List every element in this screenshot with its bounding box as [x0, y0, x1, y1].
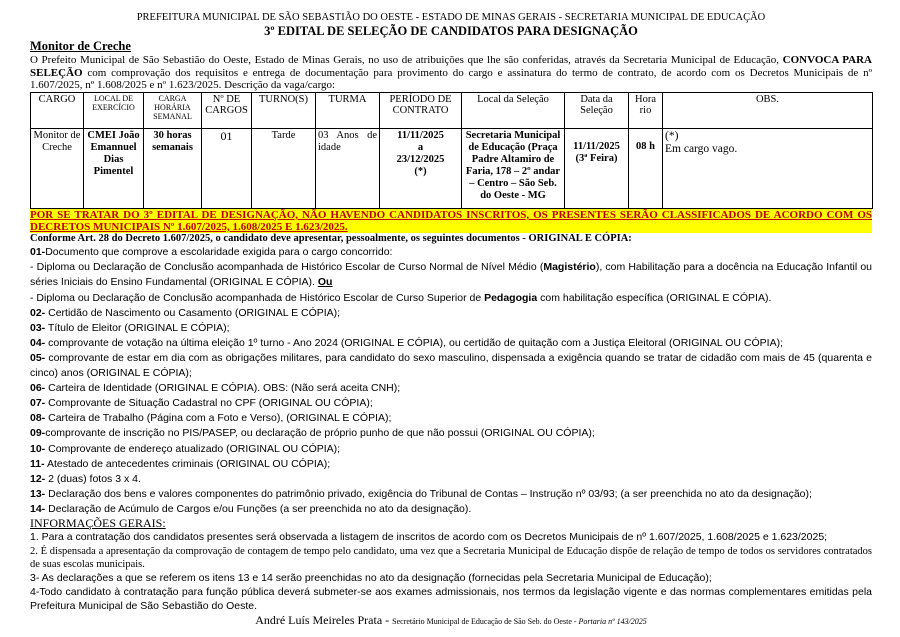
cell-cargo: Monitor de Creche	[31, 128, 84, 208]
document-item-01	[30, 245, 872, 260]
list-item	[30, 442, 872, 457]
item-text: Certidão de Nascimento ou Casamento (ORIGINAL E CÓPIA);	[45, 306, 341, 319]
highlight-notice: POR SE TRATAR DO 3º EDITAL DE DESIGNAÇÃO, NÃO HAVENDO CANDIDATOS INSCRITOS, OS PRESENTES SERÃO CLASSIFICADOS DE ACORDO COM OS DECRETOS MUNICIPAIS Nº 1.607/2025, 1.608/2025 E 1.623/2025.	[30, 208, 872, 233]
item-text: Declaração de Acúmulo de Cargos e/ou Funções (a ser preenchida no ato da designação).	[45, 502, 472, 515]
info-item-2: 2. É dispensada a apresentação da comprovação de contagem de tempo pelo candidato, uma vez que a Secretaria Municipal de Educação dispõe de relação de tempo de todos os servidores contratados de suas escolas municipais.	[30, 546, 872, 571]
cell-obs	[663, 128, 873, 208]
cell-periodo	[380, 128, 462, 208]
item-text: Comprovante de endereço atualizado (ORIGINAL OU CÓPIA);	[45, 442, 341, 455]
header-periodo: PERÍODO DE CONTRATO	[380, 92, 462, 128]
municipality-header: PREFEITURA MUNICIPAL DE SÃO SEBASTIÃO DO OESTE - ESTADO DE MINAS GERAIS - SECRETARIA MUNICIPAL DE EDUCAÇÃO	[136, 12, 766, 23]
header-turno: TURNO(S)	[252, 92, 316, 128]
list-item	[30, 381, 872, 396]
item-text: Comprovante de Situação Cadastral no CPF (ORIGINAL OU CÓPIA);	[45, 397, 373, 410]
periodo-a: a	[417, 141, 424, 153]
header-n-cargos: Nº DE CARGOS	[202, 92, 252, 128]
item-text: Atestado de antecedentes criminais (ORIGINAL OU CÓPIA);	[44, 457, 331, 470]
header-local-exercicio: LOCAL DE EXERCÍCIO	[84, 92, 144, 128]
list-item	[30, 396, 872, 411]
item-text: comprovante de votação na última eleição 1º turno - Ano 2024 (ORIGINAL E CÓPIA), ou certidão de quitação com a Justiça Eleitoral (ORIGINAL OU CÓPIA);	[45, 336, 783, 349]
obs-nota: (*)	[665, 129, 679, 142]
cell-n-cargos: 01	[202, 128, 252, 208]
list-item	[30, 336, 872, 351]
info-item-3: 3- As declarações a que se referem os itens 13 e 14 serão preenchidas no ato da designação (fornecidas pela Secretaria Municipal de Educação);	[30, 572, 712, 585]
intro-paragraph	[30, 54, 872, 92]
item-text: 2 (duas) fotos 3 x 4.	[45, 472, 141, 485]
signature-line	[30, 613, 872, 629]
item-number: 12-	[30, 472, 46, 485]
intro-convoca: CONVOCA PARA SELEÇÃO	[30, 54, 872, 79]
info-item-4: 4-Todo candidato à contratação para função pública deverá submeter-se aos exames admissionais, nos termos da legislação vigente e das normas complementares emitidas pela Prefeitura Municipal de São Sebastião do Oeste.	[30, 586, 872, 612]
portaria-label: Portaria nº 143/2025	[578, 617, 647, 627]
item-text: - Diploma ou Declaração de Conclusão acompanhada de Histórico Escolar de Curso Superior de	[30, 291, 485, 304]
item-number: 13-	[30, 487, 46, 500]
item-number: 03-	[30, 321, 46, 334]
list-item	[30, 426, 872, 441]
item-number: 14-	[30, 502, 46, 515]
header-hora: Hora rio	[629, 92, 663, 128]
ou-label: Ou	[317, 276, 333, 289]
list-item	[30, 306, 872, 321]
cell-turno: Tarde	[252, 128, 316, 208]
list-item	[30, 351, 872, 381]
magisterio-label: Magistério	[543, 261, 596, 274]
item-text: comprovante de estar em dia com as obrigações militares, para candidato do sexo masculino, dispensada a exigência quando se tratar de cidadão com mais de 45 (quarenta e cinco) anos (ORIGINAL E CÓPIA);	[30, 351, 872, 380]
role-title: Monitor de Creche	[30, 39, 131, 53]
item-text: Carteira de Identidade (ORIGINAL E CÓPIA). OBS: (Não será aceita CNH);	[45, 382, 401, 395]
vacancy-table	[30, 92, 873, 209]
conforme-statement: Conforme Art. 28 do Decreto 1.607/2025, o candidato deve apresentar, pessoalmente, os seguintes documentos - ORIGINAL E CÓPIA:	[30, 232, 632, 244]
item-number: 10-	[30, 442, 46, 455]
item-text: Documento que comprove a escolaridade exigida para o cargo concorrido:	[45, 246, 393, 259]
list-item	[30, 457, 872, 472]
list-item	[30, 411, 872, 426]
item-number: 06-	[30, 382, 46, 395]
item-number: 08-	[30, 412, 46, 425]
item-number: 09-	[30, 427, 46, 440]
intro-text-2: com comprovação dos requisitos e entrega de documentação para provimento do cargo e assinatura do termo de contrato, de acordo com os Decretos Municipais de nº 1.607/2025, nº 1.608/2025 e nº 1.623/2025. Descrição da vaga/cargo:	[30, 66, 872, 92]
cell-local-exercicio: CMEI João Emannuel Dias Pimentel	[84, 128, 144, 208]
header-data-selecao: Data da Seleção	[565, 92, 629, 128]
cell-hora: 08 h	[629, 128, 663, 208]
header-turma: TURMA	[316, 92, 380, 128]
list-item	[30, 502, 872, 517]
dia-semana: (3ª Feira)	[575, 152, 618, 164]
cell-data-selecao	[565, 128, 629, 208]
info-title: INFORMAÇÕES GERAIS:	[30, 515, 166, 530]
list-item	[30, 472, 872, 487]
item-text: com habilitação específica (ORIGINAL E CÓPIA).	[537, 291, 772, 304]
item-number: 05-	[30, 351, 46, 364]
header-cargo: CARGO	[31, 92, 84, 128]
pedagogia-label: Pedagogia	[484, 291, 538, 304]
item-number: 11-	[30, 457, 45, 470]
signatory-role: Secretário Municipal de Educação de São Seb. do Oeste -	[392, 617, 579, 627]
list-item	[30, 321, 872, 336]
cell-local-selecao: Secretaria Municipal de Educação (Praça Padre Altamiro de Faria, 178 – 2º andar – Centro – São Seb. do Oeste - MG	[462, 128, 565, 208]
item-number: 02-	[30, 306, 46, 319]
cell-turma: 03 Anos de idade	[316, 128, 380, 208]
data-selecao: 11/11/2025	[573, 140, 620, 152]
item-text: Declaração dos bens e valores componentes do patrimônio privado, exigência do Tribunal de Contas – Instrução nº 03/93; (a ser preenchida no ato da designação);	[45, 487, 812, 500]
document-item-01a	[30, 260, 872, 290]
cell-carga-horaria: 30 horas semanais	[144, 128, 202, 208]
signatory-name: André Luís Meireles Prata -	[255, 613, 393, 628]
header-obs: OBS.	[663, 92, 873, 128]
item-text: Título de Eleitor (ORIGINAL E CÓPIA);	[45, 321, 230, 334]
obs-texto: Em cargo vago.	[665, 142, 738, 155]
item-number: 07-	[30, 397, 46, 410]
item-text: comprovante de inscrição no PIS/PASEP, ou declaração de próprio punho de que não possui (ORIGINAL OU CÓPIA);	[45, 427, 595, 440]
header-carga-horaria: CARGA HORÁRIA SEMANAL	[144, 92, 202, 128]
intro-text-1: O Prefeito Municipal de São Sebastião do Oeste, Estado de Minas Gerais, no uso de atribuições que lhe são conferidas, através da Secretaria Municipal de Educação,	[30, 54, 783, 66]
periodo-inicio: 11/11/2025	[397, 129, 444, 141]
info-item-1: 1. Para a contratação dos candidatos presentes será observada a listagem de inscritos de acordo com os Decretos Municipais de nº 1.607/2025, 1.608/2025 e 1.623/2025;	[30, 530, 828, 543]
header-local-selecao: Local da Seleção	[462, 92, 565, 128]
table-header-row	[31, 92, 873, 128]
table-row	[31, 128, 873, 208]
periodo-nota: (*)	[414, 165, 427, 177]
item-text: Carteira de Trabalho (Página com a Foto e Verso), (ORIGINAL E CÓPIA);	[45, 412, 392, 425]
edital-title: 3º EDITAL DE SELEÇÃO DE CANDIDATOS PARA DESIGNAÇÃO	[264, 24, 638, 38]
item-number: 01-	[30, 246, 46, 259]
item-text: - Diploma ou Declaração de Conclusão acompanhada de Histórico Escolar de Curso Normal de Nível Médio (	[30, 261, 544, 274]
edital-document	[30, 12, 872, 629]
list-item	[30, 487, 872, 502]
item-number: 04-	[30, 336, 46, 349]
item-text: ), com Habilitação para a docência na Educação Infantil ou séries Iniciais do Ensino Fundamental (ORIGINAL E CÓPIA).	[30, 261, 872, 289]
document-item-01b	[30, 291, 872, 306]
periodo-fim: 23/12/2025	[396, 153, 445, 165]
